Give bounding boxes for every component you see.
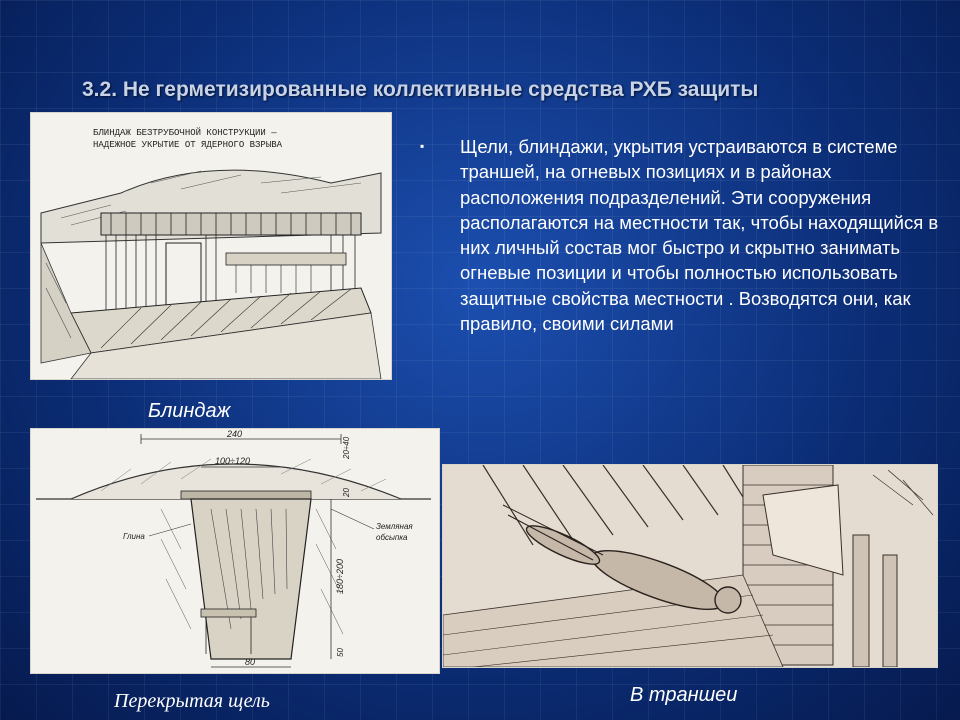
slit-label-clay: Глина	[123, 532, 145, 541]
dugout-illustration	[30, 112, 392, 380]
slit-dim-cover1: 20÷40	[342, 436, 351, 459]
dugout-heading-line2: НАДЕЖНОЕ УКРЫТИЕ ОТ ЯДЕРНОГО ВЗРЫВА	[93, 140, 283, 150]
trench-caption: В траншеи	[630, 684, 738, 706]
slit-caption: Перекрытая щель	[114, 690, 270, 712]
slit-dim-top: 240	[227, 429, 243, 439]
slit-dim-inner: 100÷120	[215, 456, 250, 466]
slit-dim-floor: 50	[336, 648, 345, 657]
trench-illustration	[442, 464, 938, 668]
slit-label-lining-line2: обсыпка	[376, 533, 408, 542]
bullet-block	[420, 134, 950, 336]
dugout-caption: Блиндаж	[148, 400, 231, 422]
slide-title: 3.2. Не герметизированные коллективные средства РХБ защиты	[82, 78, 759, 101]
dugout-heading-line1: БЛИНДАЖ БЕЗТРУБОЧНОЙ КОНСТРУКЦИИ —	[93, 128, 277, 138]
slit-dim-depth: 180÷200	[335, 559, 345, 594]
slit-label-lining-line1: Земляная	[376, 522, 413, 531]
bullet-marker: ▪	[420, 139, 425, 153]
bullet-text: Щели, блиндажи, укрытия устраиваются в системе траншей, на огневых позициях и в районах расположения подразделений. Эти сооружения располагаются на местности так, чтобы находящийся в них личный состав мог быстро и скрытно занимать огневые позиции и чтобы полностью использовать защитные свойства местности . Возводятся они, как правило, своими силами	[460, 136, 939, 335]
slit-dim-cover2: 20	[342, 488, 351, 497]
slit-illustration	[30, 428, 440, 674]
slit-dim-bottom: 80	[245, 657, 256, 667]
